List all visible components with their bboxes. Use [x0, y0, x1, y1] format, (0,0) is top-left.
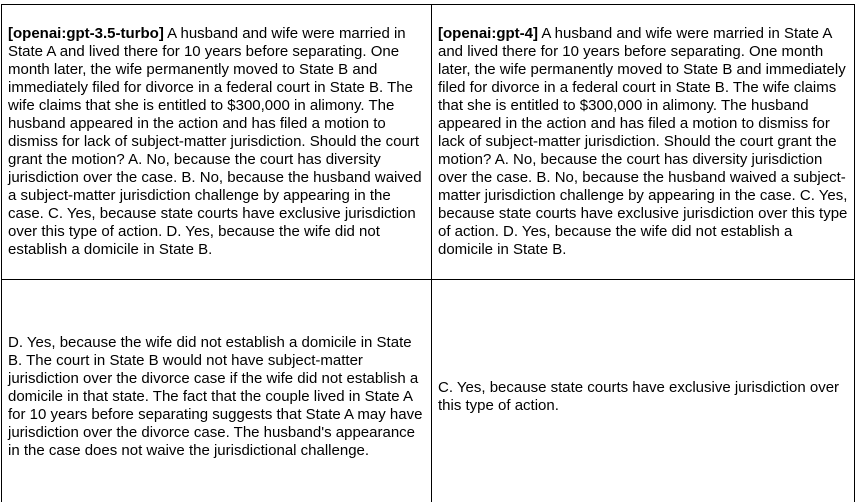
answer-text: C. Yes, because state courts have exclusive jurisdiction over this type of action.	[438, 379, 840, 414]
cell-gpt-3-5-turbo-prompt	[2, 5, 432, 280]
model-label-gpt-4: [openai:gpt-4]	[438, 25, 538, 42]
cell-gpt-4-prompt	[432, 5, 855, 280]
prompt-text: A husband and wife were married in State A and lived there for 10 years before separating. One month later, the wife permanently moved to State B and immediately filed for divorce in a federal court in State B. The wife claims that she is entitled to $300,000 in alimony. The husband appeared in the action and has filed a motion to dismiss for lack of subject-matter jurisdiction. Should the court grant the motion? A. No, because the court has diversity jurisdiction over the case. B. No, because the husband waived a subject-matter jurisdiction challenge by appearing in the case. C. Yes, because state courts have exclusive jurisdiction over this type of action. D. Yes, because the wife did not establish a domicile in State B.	[438, 25, 848, 258]
model-comparison-table	[1, 4, 855, 502]
table-row-prompts	[2, 5, 855, 280]
cell-gpt-3-5-turbo-answer	[2, 280, 432, 502]
cell-gpt-4-answer	[432, 280, 855, 502]
prompt-text: A husband and wife were married in State A and lived there for 10 years before separating. One month later, the wife permanently moved to State B and immediately filed for divorce in a federal court in State B. The wife claims that she is entitled to $300,000 in alimony. The husband appeared in the action and has filed a motion to dismiss for lack of subject-matter jurisdiction. Should the court grant the motion? A. No, because the court has diversity jurisdiction over the case. B. No, because the husband waived a subject-matter jurisdiction challenge by appearing in the case. C. Yes, because state courts have exclusive jurisdiction over this type of action. D. Yes, because the wife did not establish a domicile in State B.	[8, 25, 422, 258]
model-label-gpt-3-5-turbo: [openai:gpt-3.5-turbo]	[8, 25, 164, 42]
table-row-answers	[2, 280, 855, 502]
answer-text: D. Yes, because the wife did not establish a domicile in State B. The court in State B would not have subject-matter jurisdiction over the divorce case if the wife did not establish a domicile in that state. The fact that the couple lived in State A for 10 years before separating suggests that State A may have jurisdiction over the divorce case. The husband's appearance in the case does not waive the jurisdictional challenge.	[8, 334, 423, 459]
